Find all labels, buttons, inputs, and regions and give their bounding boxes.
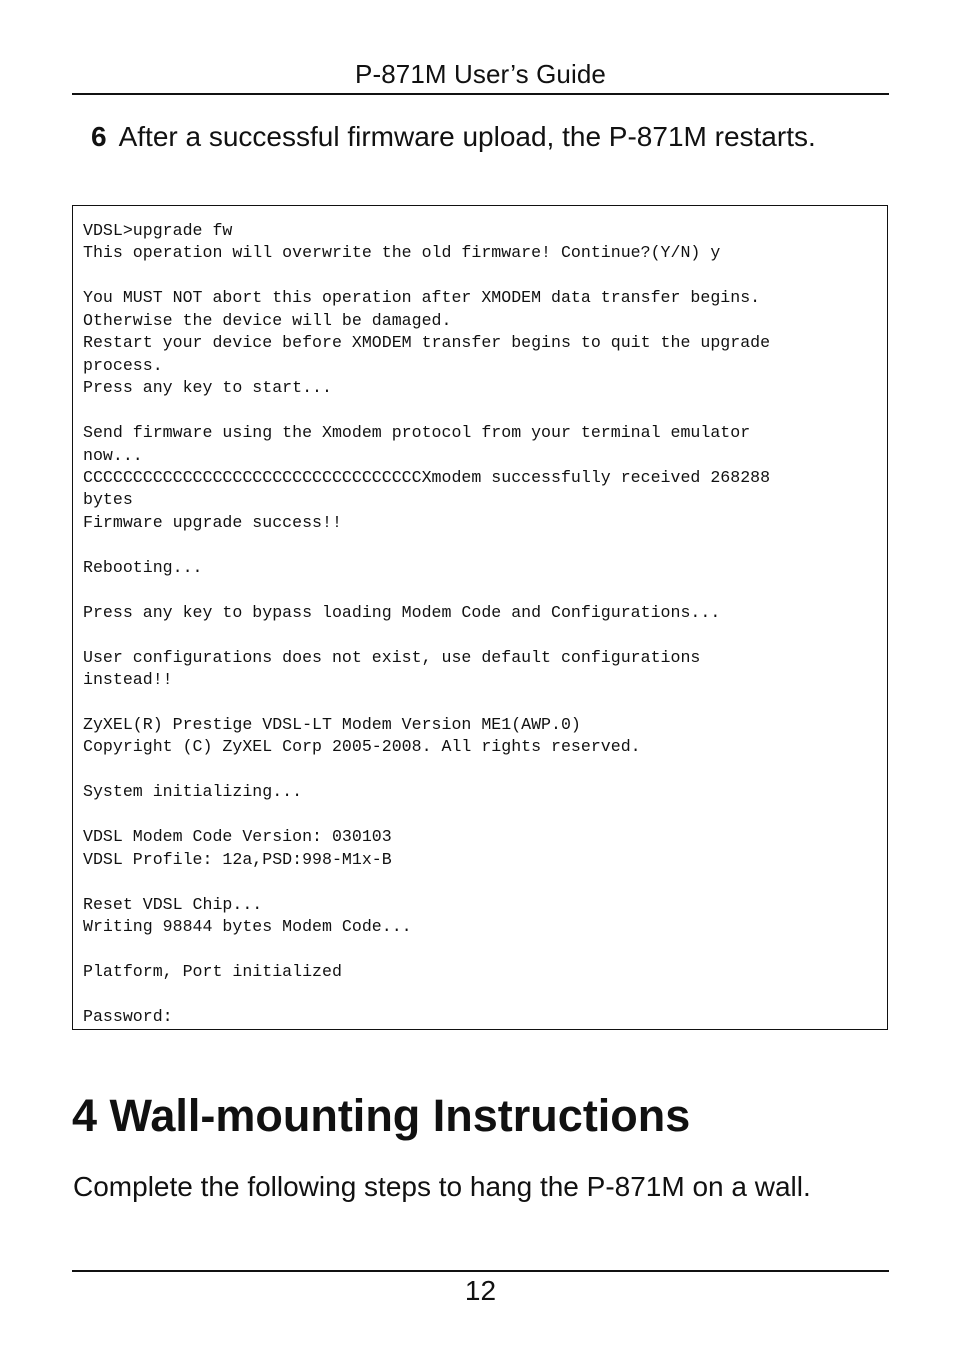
page-number: 12	[464, 1275, 497, 1306]
step-number: 6	[91, 121, 107, 152]
terminal-output-text: VDSL>upgrade fw This operation will overwrite the old firmware! Continue?(Y/N) y You MUST NOT abort this operation after XMODEM data transfer begins. Otherwise the device will be damaged. Restart your device before XMODEM transfer begins to quit the upgrade process. Press any key to start... Send firmware using the Xmodem protocol from your terminal emulator now... CCCCCCCCCCCCCCCCCCCCCCCCCCCCCCCCCCXmodem successfully received 268288 bytes Firmware upgrade success!! Rebooting... Press any key to bypass loading Modem Code and Configurations... User configurations does not exist, use default configurations instead!! ZyXEL(R) Prestige VDSL-LT Modem Version ME1(AWP.0) Copyright (C) ZyXEL Corp 2005-2008. All rights reserved. System initializing... VDSL Modem Code Version: 030103 VDSL Profile: 12a,PSD:998-M1x-B Reset VDSL Chip... Writing 98844 bytes Modem Code... Platform, Port initialized Password:	[83, 221, 771, 1026]
step-text: After a successful firmware upload, the P-871M restarts.	[118, 121, 816, 152]
section-title: 4 Wall-mounting Instructions	[72, 1090, 691, 1141]
step-item	[91, 120, 816, 154]
terminal-output-box	[72, 205, 888, 1030]
footer-divider	[72, 1270, 889, 1272]
section-intro: Complete the following steps to hang the P-871M on a wall.	[73, 1171, 811, 1202]
page-header	[72, 57, 889, 95]
header-title: P-871M User’s Guide	[355, 59, 606, 89]
